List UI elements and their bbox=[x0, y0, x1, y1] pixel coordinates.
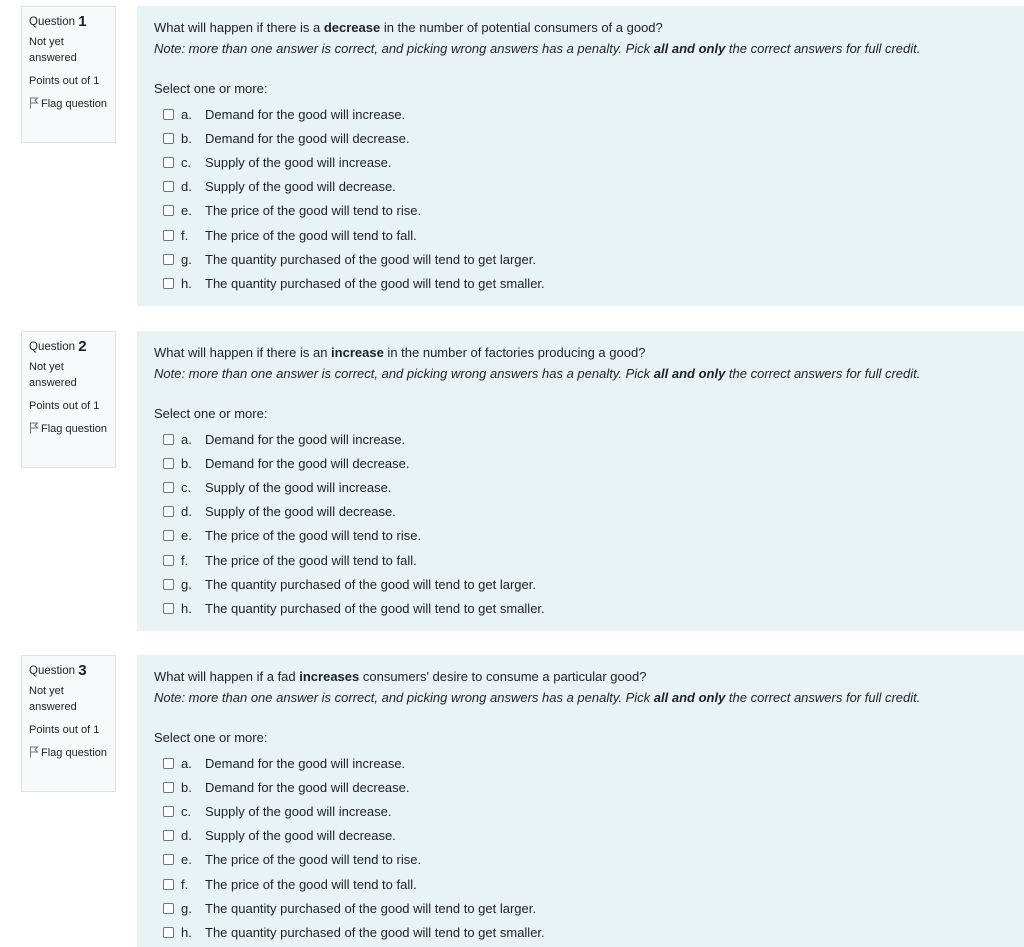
question-state: Not yet answered bbox=[29, 361, 77, 389]
answer-letter: d. bbox=[181, 828, 192, 844]
answer-option-a[interactable] bbox=[154, 427, 1007, 451]
checkbox-icon[interactable] bbox=[163, 555, 174, 566]
question-note bbox=[154, 363, 1007, 384]
checkbox-icon[interactable] bbox=[163, 434, 174, 445]
answer-letter: f. bbox=[181, 552, 189, 568]
select-prompt: Select one or more: bbox=[154, 730, 268, 745]
flag-icon bbox=[29, 746, 39, 758]
question-number: 2 bbox=[78, 338, 87, 355]
question-content bbox=[137, 6, 1024, 306]
flag-question-label: Flag question bbox=[41, 747, 108, 759]
answer-letter: g. bbox=[181, 251, 192, 267]
checkbox-icon[interactable] bbox=[163, 205, 174, 216]
question-state: Not yet answered bbox=[29, 36, 77, 64]
select-prompt: Select one or more: bbox=[154, 81, 268, 96]
checkbox-icon[interactable] bbox=[163, 458, 174, 469]
question-note bbox=[154, 687, 1007, 708]
answer-letter: g. bbox=[181, 576, 192, 592]
answer-text: Demand for the good will decrease. bbox=[205, 779, 410, 795]
question-content bbox=[137, 331, 1024, 631]
checkbox-icon[interactable] bbox=[163, 830, 174, 841]
answer-letter: c. bbox=[181, 479, 192, 495]
answer-option-c[interactable] bbox=[154, 475, 1007, 499]
answer-text: Demand for the good will decrease. bbox=[205, 130, 410, 146]
answer-letter: b. bbox=[181, 779, 192, 795]
question-grade: Points out of 1 bbox=[29, 400, 100, 412]
question-2 bbox=[0, 325, 1024, 625]
answer-option-h[interactable] bbox=[154, 920, 1007, 944]
question-info bbox=[21, 655, 116, 792]
answer-option-b[interactable] bbox=[154, 126, 1007, 150]
answer-letter: h. bbox=[181, 924, 192, 940]
answer-list bbox=[154, 427, 1007, 621]
answer-letter: f. bbox=[181, 876, 189, 892]
question-text-bold: increase bbox=[331, 345, 384, 360]
note-before: Note: more than one answer is correct, and picking wrong answers has a penalty. Pick bbox=[154, 690, 654, 705]
answer-list bbox=[154, 751, 1007, 945]
answer-option-f[interactable] bbox=[154, 872, 1007, 896]
checkbox-icon[interactable] bbox=[163, 758, 174, 769]
answer-text: The price of the good will tend to fall. bbox=[205, 227, 417, 243]
answer-letter: a. bbox=[181, 755, 192, 771]
answer-option-c[interactable] bbox=[154, 799, 1007, 823]
answer-text: The quantity purchased of the good will tend to get smaller. bbox=[205, 275, 545, 291]
answer-text: Supply of the good will increase. bbox=[205, 479, 392, 495]
answer-text: Demand for the good will increase. bbox=[205, 106, 406, 122]
answer-text: The quantity purchased of the good will tend to get larger. bbox=[205, 900, 536, 916]
question-info bbox=[21, 6, 116, 143]
answer-letter: c. bbox=[181, 154, 192, 170]
question-text bbox=[154, 666, 1007, 687]
note-bold: all and only bbox=[653, 41, 726, 56]
answer-option-e[interactable] bbox=[154, 199, 1007, 223]
question-text-before: What will happen if a fad bbox=[154, 669, 300, 684]
answer-text: The quantity purchased of the good will tend to get smaller. bbox=[205, 600, 545, 616]
answer-text: The quantity purchased of the good will tend to get larger. bbox=[205, 576, 536, 592]
answer-text: The quantity purchased of the good will tend to get larger. bbox=[205, 251, 536, 267]
answer-text: Demand for the good will decrease. bbox=[205, 455, 410, 471]
answer-option-g[interactable] bbox=[154, 247, 1007, 271]
answer-text: The quantity purchased of the good will tend to get smaller. bbox=[205, 924, 545, 940]
answer-letter: b. bbox=[181, 130, 192, 146]
answer-letter: g. bbox=[181, 900, 192, 916]
question-text-bold: decrease bbox=[323, 20, 381, 35]
question-1 bbox=[0, 0, 1024, 300]
question-note bbox=[154, 38, 1007, 59]
answer-option-f[interactable] bbox=[154, 223, 1007, 247]
question-text-before: What will happen if there is an bbox=[154, 345, 332, 360]
answer-option-d[interactable] bbox=[154, 175, 1007, 199]
question-number-row bbox=[29, 663, 108, 679]
checkbox-icon[interactable] bbox=[163, 506, 174, 517]
checkbox-icon[interactable] bbox=[163, 254, 174, 265]
flag-question-button[interactable] bbox=[29, 745, 108, 761]
answer-text: Supply of the good will decrease. bbox=[205, 179, 396, 195]
answer-option-c[interactable] bbox=[154, 150, 1007, 174]
answer-letter: e. bbox=[181, 852, 192, 868]
flag-icon bbox=[29, 97, 39, 109]
question-number-row bbox=[29, 14, 108, 30]
question-text-after: in the number of factories producing a good? bbox=[383, 345, 646, 360]
question-label: Question bbox=[29, 16, 76, 28]
checkbox-icon[interactable] bbox=[163, 278, 174, 289]
checkbox-icon[interactable] bbox=[163, 157, 174, 168]
answer-text: Demand for the good will increase. bbox=[205, 431, 406, 447]
checkbox-icon[interactable] bbox=[163, 854, 174, 865]
question-text-after: consumers' desire to consume a particular good? bbox=[359, 669, 647, 684]
answer-letter: b. bbox=[181, 455, 192, 471]
note-bold: all and only bbox=[653, 366, 726, 381]
note-before: Note: more than one answer is correct, and picking wrong answers has a penalty. Pick bbox=[154, 41, 654, 56]
answer-option-e[interactable] bbox=[154, 524, 1007, 548]
flag-question-label: Flag question bbox=[41, 98, 108, 110]
answer-text: Supply of the good will increase. bbox=[205, 154, 392, 170]
note-after: the correct answers for full credit. bbox=[725, 41, 921, 56]
checkbox-icon[interactable] bbox=[163, 133, 174, 144]
flag-icon bbox=[29, 422, 39, 434]
checkbox-icon[interactable] bbox=[163, 230, 174, 241]
answer-letter: f. bbox=[181, 227, 189, 243]
question-label: Question bbox=[29, 341, 76, 353]
checkbox-icon[interactable] bbox=[163, 482, 174, 493]
answer-text: The price of the good will tend to fall. bbox=[205, 552, 417, 568]
question-text-before: What will happen if there is a bbox=[154, 20, 324, 35]
answer-option-e[interactable] bbox=[154, 848, 1007, 872]
answer-letter: d. bbox=[181, 504, 192, 520]
answer-option-b[interactable] bbox=[154, 775, 1007, 799]
question-text-bold: increases bbox=[299, 669, 360, 684]
flag-question-button[interactable] bbox=[29, 421, 108, 437]
answer-letter: c. bbox=[181, 803, 192, 819]
checkbox-icon[interactable] bbox=[163, 603, 174, 614]
answer-letter: h. bbox=[181, 600, 192, 616]
answer-letter: h. bbox=[181, 275, 192, 291]
answer-option-b[interactable] bbox=[154, 451, 1007, 475]
answer-option-g[interactable] bbox=[154, 896, 1007, 920]
checkbox-icon[interactable] bbox=[163, 782, 174, 793]
note-bold: all and only bbox=[653, 690, 726, 705]
checkbox-icon[interactable] bbox=[163, 109, 174, 120]
answer-text: Supply of the good will decrease. bbox=[205, 828, 396, 844]
checkbox-icon[interactable] bbox=[163, 806, 174, 817]
checkbox-icon[interactable] bbox=[163, 879, 174, 890]
question-text bbox=[154, 342, 1007, 363]
note-before: Note: more than one answer is correct, and picking wrong answers has a penalty. Pick bbox=[154, 366, 654, 381]
answer-option-a[interactable] bbox=[154, 102, 1007, 126]
select-prompt: Select one or more: bbox=[154, 406, 268, 421]
checkbox-icon[interactable] bbox=[163, 927, 174, 938]
question-grade: Points out of 1 bbox=[29, 724, 100, 736]
answer-letter: e. bbox=[181, 528, 192, 544]
note-after: the correct answers for full credit. bbox=[725, 366, 921, 381]
answer-text: The price of the good will tend to fall. bbox=[205, 876, 417, 892]
answer-list bbox=[154, 102, 1007, 296]
answer-option-f[interactable] bbox=[154, 548, 1007, 572]
answer-option-d[interactable] bbox=[154, 500, 1007, 524]
answer-letter: d. bbox=[181, 179, 192, 195]
answer-text: Supply of the good will increase. bbox=[205, 803, 392, 819]
answer-option-h[interactable] bbox=[154, 596, 1007, 620]
checkbox-icon[interactable] bbox=[163, 579, 174, 590]
question-text-after: in the number of potential consumers of a good? bbox=[380, 20, 663, 35]
question-number: 1 bbox=[78, 13, 87, 30]
answer-letter: a. bbox=[181, 106, 192, 122]
answer-letter: a. bbox=[181, 431, 192, 447]
note-after: the correct answers for full credit. bbox=[725, 690, 921, 705]
answer-text: Supply of the good will decrease. bbox=[205, 504, 396, 520]
question-content bbox=[137, 655, 1024, 947]
answer-option-h[interactable] bbox=[154, 271, 1007, 295]
checkbox-icon[interactable] bbox=[163, 181, 174, 192]
question-number-row bbox=[29, 339, 108, 355]
question-info bbox=[21, 331, 116, 468]
flag-question-label: Flag question bbox=[41, 423, 108, 435]
answer-text: The price of the good will tend to rise. bbox=[205, 852, 422, 868]
question-3 bbox=[0, 649, 1024, 947]
question-grade: Points out of 1 bbox=[29, 75, 100, 87]
question-label: Question bbox=[29, 665, 76, 677]
checkbox-icon[interactable] bbox=[163, 530, 174, 541]
question-state: Not yet answered bbox=[29, 685, 77, 713]
question-number: 3 bbox=[78, 662, 87, 679]
answer-text: The price of the good will tend to rise. bbox=[205, 528, 422, 544]
checkbox-icon[interactable] bbox=[163, 903, 174, 914]
answer-option-a[interactable] bbox=[154, 751, 1007, 775]
flag-question-button[interactable] bbox=[29, 96, 108, 112]
answer-option-g[interactable] bbox=[154, 572, 1007, 596]
answer-letter: e. bbox=[181, 203, 192, 219]
question-text bbox=[154, 17, 1007, 38]
answer-option-d[interactable] bbox=[154, 824, 1007, 848]
answer-text: Demand for the good will increase. bbox=[205, 755, 406, 771]
answer-text: The price of the good will tend to rise. bbox=[205, 203, 422, 219]
